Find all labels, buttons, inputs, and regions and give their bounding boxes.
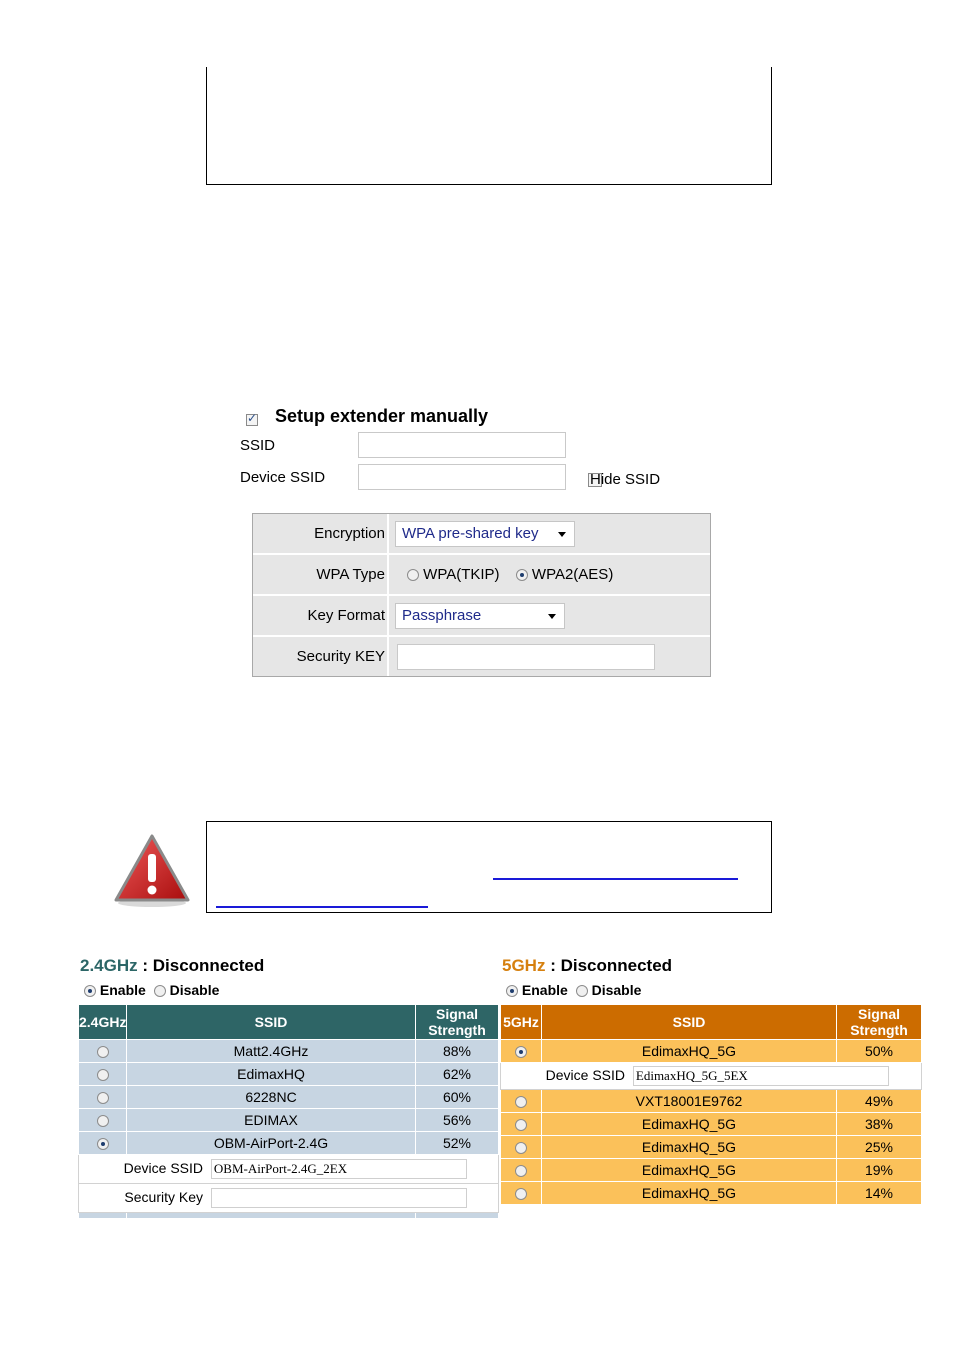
band5-prefix: 5GHz (502, 956, 546, 975)
network-ssid: EdimaxHQ_5G (542, 1182, 837, 1205)
network-signal: 25% (837, 1136, 922, 1159)
network-radio[interactable] (515, 1165, 527, 1177)
encryption-value: WPA pre-shared key (402, 525, 539, 542)
warning-link-line-2[interactable] (216, 906, 428, 908)
setup-manually-label: Setup extender manually (275, 406, 489, 426)
band24-device-ssid-label: Device SSID (123, 1159, 203, 1176)
wpa2-aes-label: WPA2(AES) (531, 566, 614, 583)
band24-enable-radio[interactable] (84, 985, 96, 997)
network-signal: 50% (837, 1040, 922, 1063)
network-signal: 56% (416, 1109, 499, 1132)
encryption-label: Encryption (253, 514, 389, 553)
band5-col-band: 5GHz (501, 1005, 542, 1040)
network-radio[interactable] (515, 1142, 527, 1154)
network-radio[interactable] (515, 1188, 527, 1200)
band5-disable-label: Disable (591, 982, 642, 998)
network-radio[interactable] (515, 1096, 527, 1108)
network-ssid: 6228NC (127, 1086, 416, 1109)
table-row[interactable] (79, 1086, 499, 1109)
network-ssid: OBM-AirPort-2.4G (127, 1132, 416, 1155)
table-row[interactable] (79, 1063, 499, 1086)
warning-box (206, 821, 772, 913)
network-ssid: EdimaxHQ_5G (542, 1040, 837, 1063)
band24-status: : Disconnected (142, 956, 265, 975)
security-key-input[interactable] (397, 644, 655, 670)
warning-link-line-1[interactable] (493, 878, 738, 880)
network-radio[interactable] (97, 1069, 109, 1081)
network-ssid: EdimaxHQ_5G (542, 1113, 837, 1136)
band5-col-ssid: SSID (542, 1005, 837, 1040)
network-radio[interactable] (97, 1115, 109, 1127)
network-radio[interactable] (515, 1046, 527, 1058)
table-row[interactable] (501, 1090, 922, 1113)
network-ssid: EdimaxHQ_5G (542, 1136, 837, 1159)
network-signal: 19% (837, 1159, 922, 1182)
network-ssid: EdimaxHQ_5G (542, 1159, 837, 1182)
network-radio[interactable] (515, 1119, 527, 1131)
band24-col-ssid: SSID (127, 1005, 416, 1040)
band24-security-key-input[interactable] (211, 1188, 467, 1208)
setup-manually-checkbox[interactable] (246, 414, 258, 426)
band24-enable-group (84, 982, 219, 998)
band24-disable-label: Disable (169, 982, 220, 998)
encryption-table (252, 513, 711, 677)
network-radio[interactable] (97, 1046, 109, 1058)
band5-table (500, 1004, 922, 1205)
table-row[interactable] (501, 1136, 922, 1159)
table-row[interactable] (501, 1182, 922, 1205)
encryption-row (253, 514, 710, 555)
network-signal: 14% (837, 1182, 922, 1205)
network-signal: 49% (837, 1090, 922, 1113)
band5-disable-radio[interactable] (576, 985, 588, 997)
band5-enable-label: Enable (521, 982, 568, 998)
band5-device-ssid-label: Device SSID (545, 1066, 625, 1083)
band24-enable-label: Enable (99, 982, 146, 998)
band24-disable-radio[interactable] (154, 985, 166, 997)
network-signal: 62% (416, 1063, 499, 1086)
key-format-label: Key Format (253, 596, 389, 635)
security-key-label: Security KEY (253, 637, 389, 676)
chevron-down-icon (548, 614, 556, 619)
chevron-down-icon (558, 532, 566, 537)
network-radio[interactable] (97, 1138, 109, 1150)
key-format-row (253, 596, 710, 637)
table-row[interactable] (79, 1109, 499, 1132)
device-ssid-label: Device SSID (240, 469, 326, 486)
table-row[interactable] (501, 1040, 922, 1063)
band24-prefix: 2.4GHz (80, 956, 138, 975)
network-ssid: EdimaxHQ (127, 1063, 416, 1086)
wpa-type-label: WPA Type (253, 555, 389, 594)
band5-enable-radio[interactable] (506, 985, 518, 997)
key-format-value: Passphrase (402, 607, 482, 624)
network-signal: 60% (416, 1086, 499, 1109)
band24-col-signal: Signal Strength (416, 1005, 499, 1040)
network-ssid: VXT18001E9762 (542, 1090, 837, 1113)
network-ssid: EDIMAX (127, 1109, 416, 1132)
wpa2-aes-radio[interactable] (516, 569, 528, 581)
wpa-tkip-radio[interactable] (407, 569, 419, 581)
warning-icon (112, 832, 192, 908)
network-signal: 88% (416, 1040, 499, 1063)
table-row[interactable] (79, 1132, 499, 1155)
wpa-tkip-label: WPA(TKIP) (423, 566, 500, 583)
ssid-label: SSID (240, 437, 276, 454)
network-signal: 52% (416, 1132, 499, 1155)
band24-security-key-label: Security Key (124, 1188, 203, 1205)
band24-table (78, 1004, 499, 1219)
security-key-row (253, 637, 710, 676)
table-row[interactable] (501, 1113, 922, 1136)
network-ssid: Matt2.4GHz (127, 1040, 416, 1063)
band5-col-signal: Signal Strength (837, 1005, 922, 1040)
band5-title (502, 956, 672, 976)
ssid-input[interactable] (358, 432, 566, 458)
device-ssid-input[interactable] (358, 464, 566, 490)
wpa-type-row (253, 555, 710, 596)
band5-device-ssid-input[interactable]: EdimaxHQ_5G_5EX (633, 1066, 889, 1086)
key-format-select[interactable] (395, 603, 565, 629)
top-frame (206, 67, 772, 185)
band24-title (80, 956, 264, 976)
band24-col-band: 2.4GHz (79, 1005, 127, 1040)
band24-device-ssid-input[interactable]: OBM-AirPort-2.4G_2EX (211, 1159, 467, 1179)
table-row[interactable] (501, 1159, 922, 1182)
band5-enable-group (506, 982, 641, 998)
encryption-select[interactable] (395, 521, 575, 547)
network-signal: 38% (837, 1113, 922, 1136)
network-radio[interactable] (97, 1092, 109, 1104)
table-row[interactable] (79, 1040, 499, 1063)
band5-status: : Disconnected (550, 956, 673, 975)
hide-ssid-label: Hide SSID (590, 471, 661, 488)
